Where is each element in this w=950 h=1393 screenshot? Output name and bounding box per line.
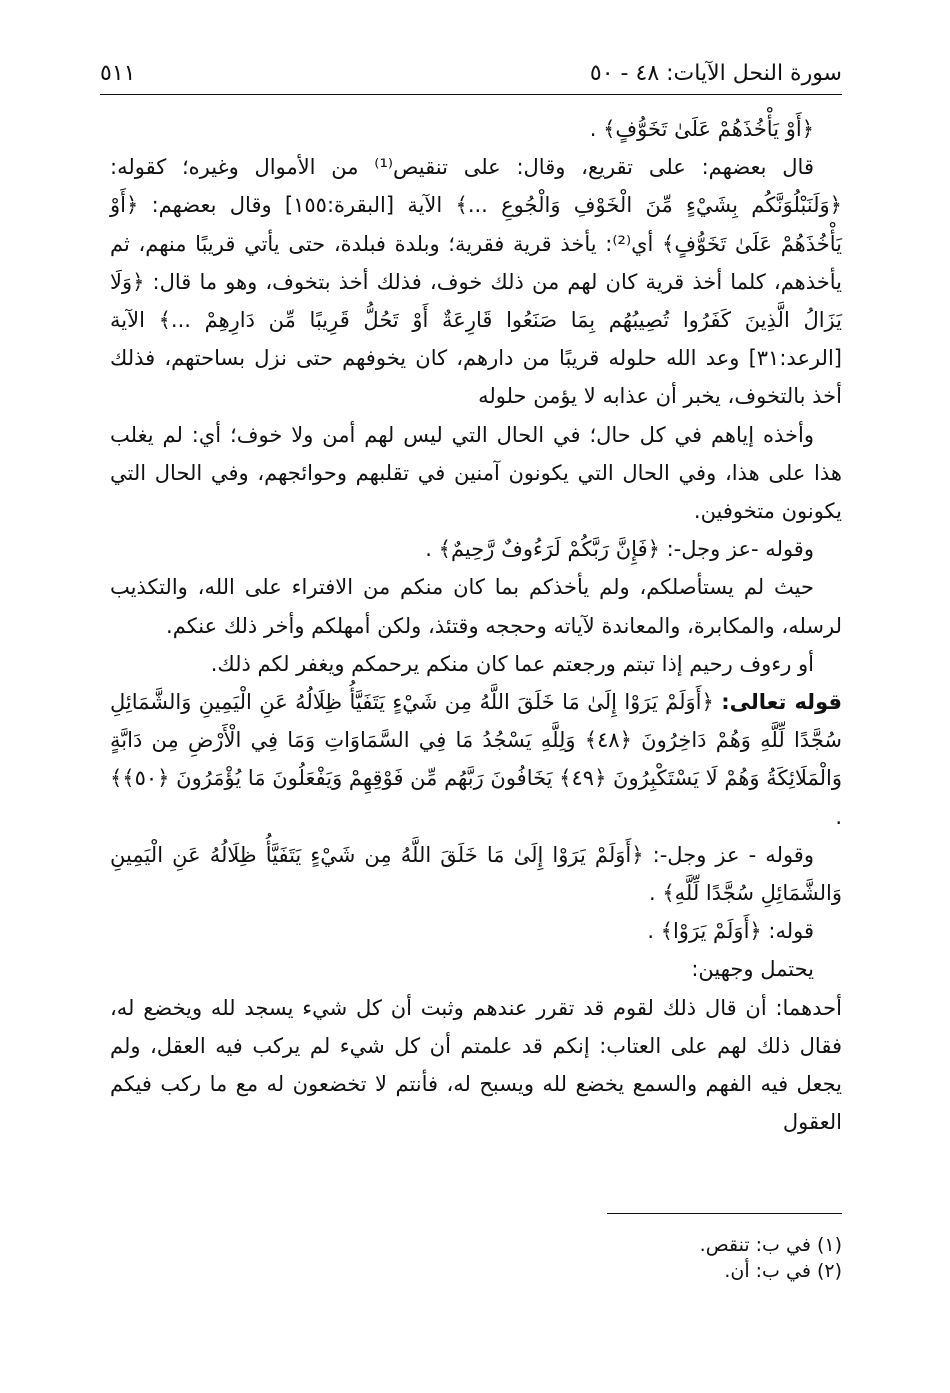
paragraph-text: وقوله - عز وجل-: ﴿أَوَلَمْ يَرَوْا إِلَىٰ مَا خَلَقَ اللَّهُ مِن شَيْءٍ يَتَفَيَّأُ ظِلَالُهُ عَنِ الْيَمِينِ وَالشَّمَائِلِ سُجَّدًا لِّلَّهِ﴾ . bbox=[110, 842, 842, 906]
verse-text: ﴿أَوَلَمْ يَرَوْا إِلَىٰ مَا خَلَقَ اللَّهُ مِن شَيْءٍ يَتَفَيَّأُ ظِلَالُهُ عَنِ الْيَمِينِ وَالشَّمَائِلِ سُجَّدًا لِّلَّهِ وَهُمْ دَاخِرُونَ ﴿٤٨﴾ وَلِلَّهِ يَسْجُدُ مَا فِي السَّمَاوَاتِ وَمَا فِي الْأَرْضِ مِن دَابَّةٍ وَالْمَلَائِكَةُ وَهُمْ لَا يَسْتَكْبِرُونَ ﴿٤٩﴾ يَخَافُونَ رَبَّهُم مِّن فَوْقِهِمْ وَيَفْعَلُونَ مَا يُؤْمَرُونَ ﴿٥٠﴾﴾ . bbox=[110, 690, 843, 829]
paragraph-text: قوله: ﴿أَوَلَمْ يَرَوْا﴾ . bbox=[647, 919, 814, 944]
page-header-title: سورة النحل الآيات: ٤٨ - ٥٠ bbox=[589, 60, 842, 86]
paragraph-text: حيث لم يستأصلكم، ولم يأخذكم بما كان منكم من الافتراء على الله، والتكذيب لرسله، والمكابرة، والمعاندة لآياته وحججه وقتئذ، ولكن أمهلكم وأخر ذلك عنكم. bbox=[110, 575, 842, 638]
paragraph bbox=[110, 148, 842, 415]
paragraph-text: يحتمل وجهين: bbox=[691, 957, 814, 982]
paragraph bbox=[110, 530, 842, 568]
paragraph bbox=[110, 836, 842, 912]
verse-lead-label: قوله تعالى: bbox=[721, 690, 842, 715]
paragraph bbox=[110, 989, 842, 1142]
footnote-separator bbox=[607, 1213, 842, 1214]
paragraph-text: أحدهما: أن قال ذلك لقوم قد تقرر عندهم وثبت أن كل شيء يسجد لله ويخضع له، فقال ذلك لهم على العتاب: إنكم قد علمتم أن كل شيء لم يركب فيه العقل، ولم يجعل فيه الفهم والسمع يخضع لله ويسبح له، فأنتم لا تخضعون له مع ما ركب فيكم العقول bbox=[110, 995, 842, 1135]
paragraph-text: قال بعضهم: على تقريع، وقال: على تنقيص⁽¹⁾ من الأموال وغيره؛ كقوله: ﴿وَلَنَبْلُوَنَّكُم بِشَيْءٍ مِّنَ الْخَوْفِ وَالْجُوعِ ...﴾ الآية [البقرة:١٥٥] وقال بعضهم: ﴿أَوْ يَأْخُذَهُمْ عَلَىٰ تَخَوُّفٍ﴾ أي⁽²⁾: يأخذ قرية فقرية؛ وبلدة فبلدة، حتى يأتي قريبًا منهم، ثم يأخذهم، كلما أخذ قرية كان لهم من ذلك خوف، فذلك أخذ بتخوف، وهو ما قال: ﴿وَلَا يَزَالُ الَّذِينَ كَفَرُوا تُصِيبُهُم بِمَا صَنَعُوا قَارِعَةٌ أَوْ تَحُلُّ قَرِيبًا مِّن دَارِهِمْ ...﴾ الآية [الرعد:٣١] وعد الله حلوله قريبًا من دارهم، كان يخوفهم حتى نزل بساحتهم، فذلك أخذ بالتخوف، يخبر أن عذابه لا يؤمن حلوله bbox=[110, 155, 843, 409]
page-number: ٥١١ bbox=[100, 60, 136, 86]
footnote: (٢) في ب: أن. bbox=[724, 1260, 842, 1282]
paragraph-text: وقوله -عز وجل-: ﴿فَإِنَّ رَبَّكُمْ لَرَءُوفٌ رَّحِيمٌ﴾ . bbox=[425, 537, 814, 562]
paragraph-text: وأخذه إياهم في كل حال؛ في الحال التي ليس لهم أمن ولا خوف؛ أي: لم يغلب هذا على هذا، وفي الحال التي يكونون آمنين في تقلبهم وحوائجهم، وفي الحال التي يكونون متخوفين. bbox=[110, 422, 842, 524]
main-text bbox=[110, 110, 842, 1141]
footnotes bbox=[110, 1232, 842, 1284]
page-header bbox=[100, 52, 842, 95]
paragraph-text: ﴿أَوْ يَأْخُذَهُمْ عَلَىٰ تَخَوُّفٍ﴾ . bbox=[589, 117, 814, 141]
paragraph bbox=[110, 416, 842, 531]
paragraph bbox=[110, 912, 842, 950]
paragraph bbox=[110, 645, 842, 683]
paragraph bbox=[110, 568, 842, 644]
paragraph-text: أو رءوف رحيم إذا تبتم ورجعتم عما كان منكم يرحمكم ويغفر لكم ذلك. bbox=[210, 651, 814, 676]
verse-paragraph bbox=[110, 683, 842, 836]
paragraph bbox=[110, 110, 842, 148]
paragraph bbox=[110, 950, 842, 988]
footnote: (١) في ب: تنقص. bbox=[699, 1234, 842, 1256]
